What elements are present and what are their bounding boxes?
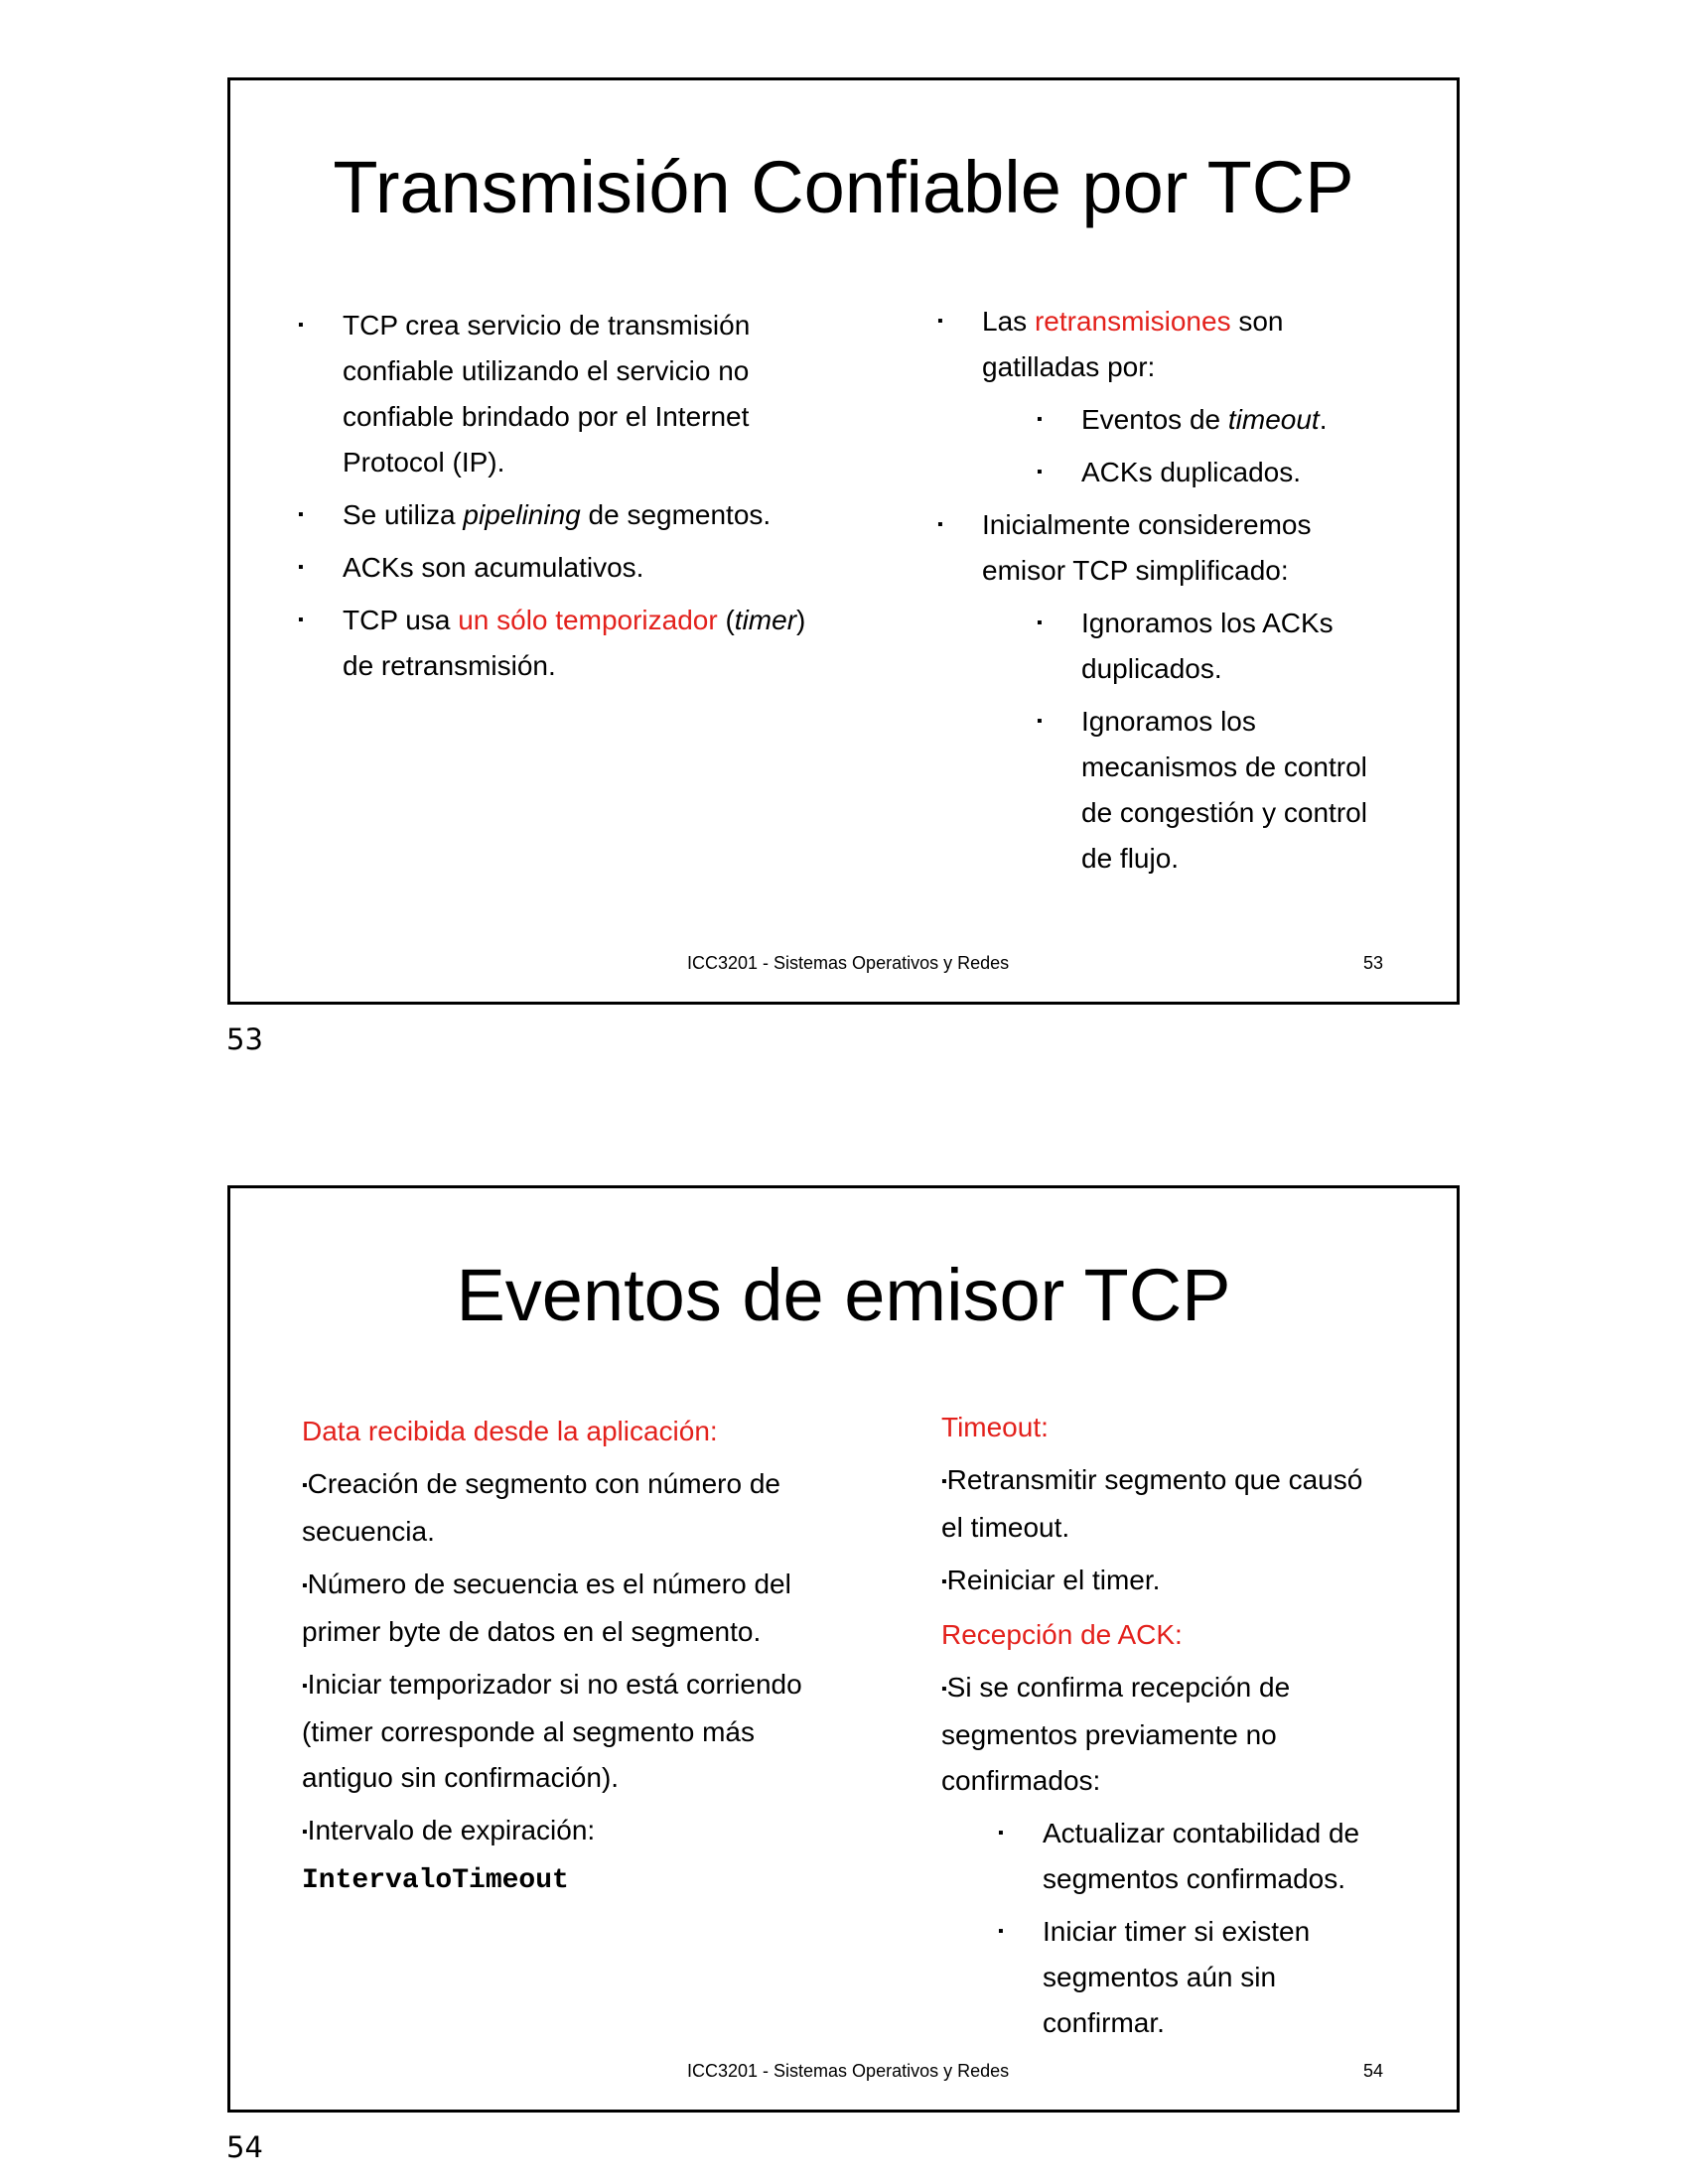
right-column (937, 299, 1374, 888)
section-heading: Timeout: (941, 1412, 1049, 1442)
sub-list-item: ▪ Ignoramos los ACKs duplicados. (1037, 601, 1374, 692)
page-number: 54 (226, 2130, 263, 2164)
page-number: 53 (226, 1023, 263, 1056)
bullet-icon: ▪ (998, 1825, 1004, 1842)
bullet-icon: ▪ (302, 1678, 308, 1695)
bullet-icon: ▪ (298, 559, 304, 576)
bullet-icon: ▪ (302, 1477, 308, 1494)
bullet-icon: ▪ (941, 1473, 947, 1490)
highlight-text: retransmisiones (1034, 306, 1231, 337)
paragraph: ▪Retransmitir segmento que causó el timeout. (941, 1464, 1363, 1543)
list-item: ▪ Se utiliza pipelining de segmentos. (298, 492, 814, 538)
list-item: ▪ Inicialmente consideremos emisor TCP simplificado: ▪ Ignoramos los ACKs duplicados. ▪ Ignoramos los mecanismos de control de congestión y control de flujo. (937, 502, 1374, 882)
slide-53 (227, 77, 1460, 1005)
list-item: ▪ ACKs son acumulativos. (298, 545, 814, 591)
bullet-icon: ▪ (998, 1923, 1004, 1940)
bullet-icon: ▪ (937, 313, 943, 330)
bullet-icon: ▪ (941, 1573, 947, 1590)
paragraph: ▪Número de secuencia es el número del primer byte de datos en el segmento. (302, 1569, 791, 1647)
bullet-icon: ▪ (1037, 464, 1043, 480)
list-item: ▪ TCP crea servicio de transmisión confiable utilizando el servicio no confiable brindado por el Internet Protocol (IP). (298, 303, 814, 485)
bullet-icon: ▪ (1037, 713, 1043, 730)
sub-list-item: ▪ Actualizar contabilidad de segmentos confirmados. (998, 1811, 1388, 1902)
bullet-icon: ▪ (298, 317, 304, 334)
bullet-icon: ▪ (1037, 614, 1043, 631)
slide-footer-number: 54 (1362, 2061, 1383, 2081)
sub-list-item: ▪ Iniciar timer si existen segmentos aún sin confirmar. (998, 1909, 1388, 2046)
sub-list-item: ▪ ACKs duplicados. (1037, 450, 1374, 495)
paragraph: ▪Creación de segmento con número de secuencia. (302, 1468, 780, 1547)
list-item: ▪ TCP usa un sólo temporizador (timer) de retransmisión. (298, 598, 814, 689)
bullet-icon: ▪ (298, 506, 304, 523)
slide-footer-course: ICC3201 - Sistemas Operativos y Redes (687, 953, 1010, 973)
slide-footer-course: ICC3201 - Sistemas Operativos y Redes (687, 2061, 1010, 2081)
highlight-text: un sólo temporizador (458, 605, 718, 635)
code-text: IntervaloTimeout (302, 1865, 569, 1896)
paragraph: ▪Si se confirma recepción de segmentos previamente no confirmados: (941, 1672, 1291, 1796)
section-heading: Data recibida desde la aplicación: (302, 1416, 718, 1446)
right-column (941, 1405, 1388, 2053)
paragraph: ▪Iniciar temporizador si no está corriendo (timer corresponde al segmento más antiguo sin confirmación). (302, 1669, 802, 1793)
slide-title: Eventos de emisor TCP (456, 1254, 1231, 1336)
bullet-icon: ▪ (298, 612, 304, 628)
sub-list-item: ▪ Ignoramos los mecanismos de control de congestión y control de flujo. (1037, 699, 1374, 882)
sub-list-item: ▪ Eventos de timeout. (1037, 397, 1374, 443)
left-column (302, 1409, 828, 1911)
left-column (298, 303, 814, 696)
bullet-icon: ▪ (941, 1681, 947, 1698)
bullet-icon: ▪ (302, 1824, 308, 1841)
paragraph: ▪Intervalo de expiración: IntervaloTimeout (302, 1815, 596, 1896)
bullet-icon: ▪ (937, 516, 943, 533)
slide-footer-number: 53 (1362, 953, 1383, 973)
paragraph: ▪Reiniciar el timer. (941, 1565, 1161, 1595)
bullet-icon: ▪ (1037, 411, 1043, 428)
slide-title: Transmisión Confiable por TCP (333, 146, 1354, 228)
section-heading: Recepción de ACK: (941, 1619, 1183, 1650)
slide-54 (227, 1185, 1460, 2113)
bullet-icon: ▪ (302, 1577, 308, 1594)
list-item: ▪ Las retransmisiones son gatilladas por: ▪ Eventos de timeout. ▪ ACKs duplicados. (937, 299, 1374, 495)
